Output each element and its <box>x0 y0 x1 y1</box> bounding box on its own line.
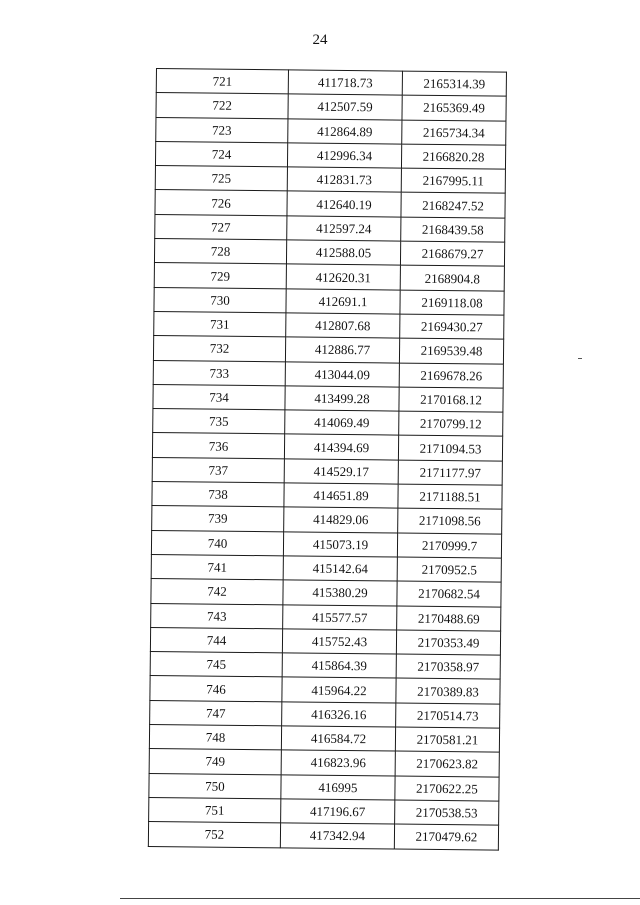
y-coordinate-cell: 2171098.56 <box>398 508 502 533</box>
x-coordinate-cell: 415752.43 <box>282 629 396 654</box>
x-coordinate-cell: 415380.29 <box>283 580 397 605</box>
table-row <box>152 506 502 534</box>
point-number-cell: 750 <box>149 773 281 799</box>
y-coordinate-cell: 2169118.08 <box>400 290 504 315</box>
point-number-cell: 739 <box>152 506 284 532</box>
x-coordinate-cell: 415142.64 <box>283 556 397 581</box>
table-row <box>154 263 504 291</box>
table-row <box>150 652 500 680</box>
table-row <box>155 166 505 194</box>
table-row <box>153 360 503 388</box>
table-row <box>153 336 503 364</box>
y-coordinate-cell: 2170952.5 <box>397 557 501 582</box>
y-coordinate-cell: 2170538.53 <box>395 800 499 825</box>
table-row <box>150 627 500 655</box>
point-number-cell: 730 <box>154 287 286 313</box>
y-coordinate-cell: 2168439.58 <box>401 217 505 242</box>
scan-mark <box>578 358 582 359</box>
y-coordinate-cell: 2170514.73 <box>396 703 500 728</box>
table-row <box>151 530 501 558</box>
x-coordinate-cell: 412691.1 <box>286 289 400 314</box>
table-row <box>152 457 502 485</box>
point-number-cell: 728 <box>154 239 286 265</box>
y-coordinate-cell: 2167995.11 <box>401 168 505 193</box>
point-number-cell: 747 <box>150 700 282 726</box>
point-number-cell: 723 <box>156 117 288 143</box>
x-coordinate-cell: 414651.89 <box>284 483 398 508</box>
y-coordinate-cell: 2171188.51 <box>398 484 502 509</box>
y-coordinate-cell: 2165734.34 <box>402 120 506 145</box>
point-number-cell: 732 <box>153 336 285 362</box>
point-number-cell: 748 <box>149 724 281 750</box>
x-coordinate-cell: 412831.73 <box>287 167 401 192</box>
table-row <box>156 69 506 97</box>
x-coordinate-cell: 414069.49 <box>285 410 399 435</box>
point-number-cell: 745 <box>150 652 282 678</box>
x-coordinate-cell: 412588.05 <box>286 240 400 265</box>
point-number-cell: 740 <box>151 530 283 556</box>
point-number-cell: 733 <box>153 360 285 386</box>
y-coordinate-cell: 2170353.49 <box>396 630 500 655</box>
point-number-cell: 735 <box>153 409 285 435</box>
table-row <box>154 239 504 267</box>
x-coordinate-cell: 412507.59 <box>288 94 402 119</box>
y-coordinate-cell: 2169678.26 <box>399 363 503 388</box>
point-number-cell: 743 <box>151 603 283 629</box>
x-coordinate-cell: 413499.28 <box>285 386 399 411</box>
point-number-cell: 742 <box>151 579 283 605</box>
table-row <box>156 117 506 145</box>
y-coordinate-cell: 2171094.53 <box>398 436 502 461</box>
x-coordinate-cell: 416326.16 <box>282 702 396 727</box>
x-coordinate-cell: 414529.17 <box>284 459 398 484</box>
y-coordinate-cell: 2165369.49 <box>402 95 506 120</box>
coordinates-table <box>148 68 507 850</box>
x-coordinate-cell: 412620.31 <box>286 264 400 289</box>
point-number-cell: 751 <box>149 797 281 823</box>
y-coordinate-cell: 2165314.39 <box>402 71 506 96</box>
x-coordinate-cell: 415073.19 <box>283 532 397 557</box>
scan-edge-line <box>120 898 640 899</box>
y-coordinate-cell: 2170623.82 <box>395 751 499 776</box>
x-coordinate-cell: 416823.96 <box>281 750 395 775</box>
point-number-cell: 741 <box>151 554 283 580</box>
page-number: 24 <box>312 32 328 48</box>
x-coordinate-cell: 414394.69 <box>284 434 398 459</box>
coordinates-table-body <box>148 69 506 850</box>
point-number-cell: 752 <box>148 822 280 848</box>
x-coordinate-cell: 412640.19 <box>287 191 401 216</box>
x-coordinate-cell: 416995 <box>281 774 395 799</box>
y-coordinate-cell: 2170389.83 <box>396 678 500 703</box>
point-number-cell: 727 <box>155 214 287 240</box>
point-number-cell: 744 <box>150 627 282 653</box>
y-coordinate-cell: 2168247.52 <box>401 193 505 218</box>
x-coordinate-cell: 412886.77 <box>285 337 399 362</box>
table-row <box>153 384 503 412</box>
table-row <box>155 141 505 169</box>
y-coordinate-cell: 2169430.27 <box>400 314 504 339</box>
y-coordinate-cell: 2170682.54 <box>397 581 501 606</box>
y-coordinate-cell: 2166820.28 <box>401 144 505 169</box>
x-coordinate-cell: 411718.73 <box>288 70 402 95</box>
point-number-cell: 737 <box>152 457 284 483</box>
point-number-cell: 729 <box>154 263 286 289</box>
table-row <box>149 724 499 752</box>
x-coordinate-cell: 412807.68 <box>286 313 400 338</box>
table-row <box>149 773 499 801</box>
point-number-cell: 724 <box>155 141 287 167</box>
point-number-cell: 738 <box>152 482 284 508</box>
point-number-cell: 734 <box>153 384 285 410</box>
x-coordinate-cell: 415964.22 <box>282 677 396 702</box>
table-row <box>153 409 503 437</box>
point-number-cell: 721 <box>156 69 288 95</box>
y-coordinate-cell: 2170488.69 <box>397 606 501 631</box>
table-row <box>152 433 502 461</box>
table-row <box>155 190 505 218</box>
table-row <box>149 797 499 825</box>
point-number-cell: 731 <box>154 311 286 337</box>
x-coordinate-cell: 412597.24 <box>287 216 401 241</box>
y-coordinate-cell: 2170479.62 <box>394 824 498 849</box>
x-coordinate-cell: 417196.67 <box>281 799 395 824</box>
table-row <box>152 482 502 510</box>
y-coordinate-cell: 2170999.7 <box>397 533 501 558</box>
table-row <box>156 93 506 121</box>
table-row <box>151 603 501 631</box>
x-coordinate-cell: 412864.89 <box>288 118 402 143</box>
table-row <box>151 554 501 582</box>
y-coordinate-cell: 2170168.12 <box>399 387 503 412</box>
point-number-cell: 749 <box>149 749 281 775</box>
table-row <box>151 579 501 607</box>
y-coordinate-cell: 2168679.27 <box>400 241 504 266</box>
y-coordinate-cell: 2170358.97 <box>396 654 500 679</box>
table-row <box>155 214 505 242</box>
y-coordinate-cell: 2168904.8 <box>400 265 504 290</box>
x-coordinate-cell: 413044.09 <box>285 361 399 386</box>
x-coordinate-cell: 414829.06 <box>284 507 398 532</box>
x-coordinate-cell: 415864.39 <box>282 653 396 678</box>
table-row <box>149 749 499 777</box>
x-coordinate-cell: 417342.94 <box>280 823 394 848</box>
table-row <box>154 311 504 339</box>
point-number-cell: 736 <box>152 433 284 459</box>
table-row <box>148 822 498 850</box>
x-coordinate-cell: 416584.72 <box>281 726 395 751</box>
table-row <box>154 287 504 315</box>
point-number-cell: 746 <box>150 676 282 702</box>
point-number-cell: 722 <box>156 93 288 119</box>
y-coordinate-cell: 2171177.97 <box>398 460 502 485</box>
y-coordinate-cell: 2169539.48 <box>399 338 503 363</box>
table-row <box>150 676 500 704</box>
x-coordinate-cell: 415577.57 <box>283 604 397 629</box>
point-number-cell: 726 <box>155 190 287 216</box>
y-coordinate-cell: 2170622.25 <box>395 776 499 801</box>
y-coordinate-cell: 2170799.12 <box>399 411 503 436</box>
x-coordinate-cell: 412996.34 <box>287 143 401 168</box>
point-number-cell: 725 <box>155 166 287 192</box>
table-row <box>150 700 500 728</box>
y-coordinate-cell: 2170581.21 <box>395 727 499 752</box>
